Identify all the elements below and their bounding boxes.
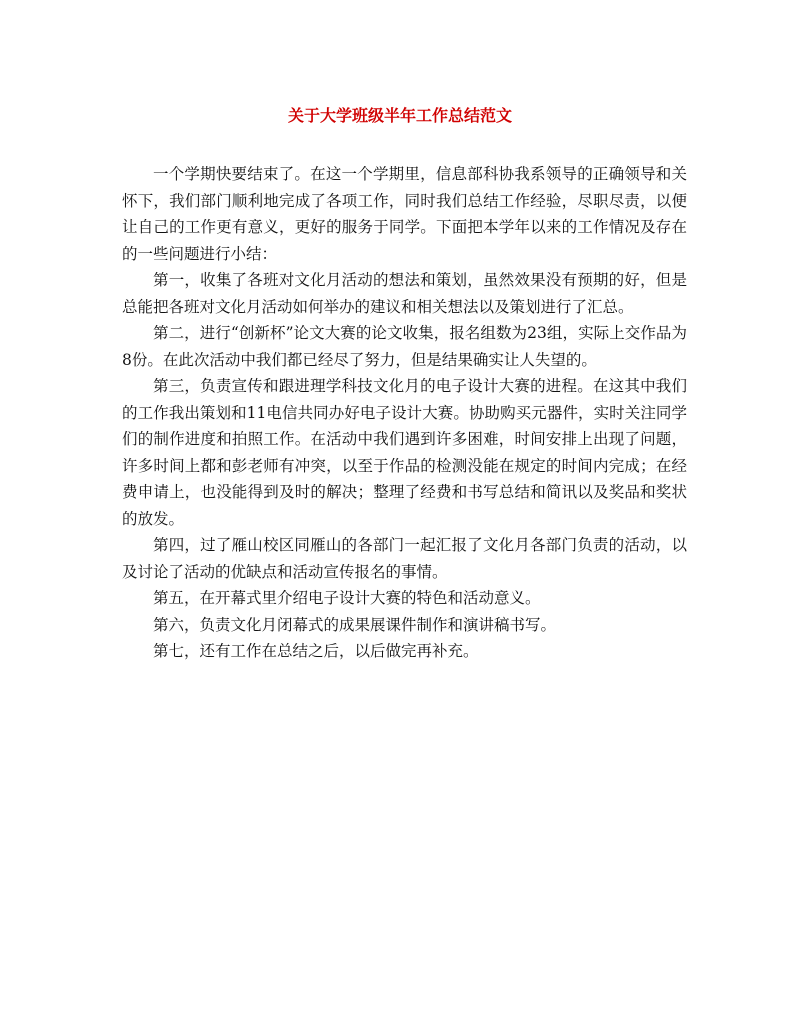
paragraph-third: 第三，负责宣传和跟进理学科技文化月的电子设计大赛的进程。在这其中我们的工作我出策划和11电信共同办好电子设计大赛。协助购买元器件，实时关注同学们的制作进度和拍照工作。在活动中我们遇到许多困难，时间安排上出现了问题，许多时间上都和彭老师有冲突，以至于作品的检测没能在规定的时间内完成；在经费申请上，也没能得到及时的解决；整理了经费和书写总结和简讯以及奖品和奖状的放发。 (122, 377, 687, 528)
document-body (122, 161, 687, 665)
paragraph-sixth: 第六，负责文化月闭幕式的成果展课件制作和演讲稿书写。 (153, 615, 557, 634)
paragraph-fourth: 第四，过了雁山校区同雁山的各部门一起汇报了文化月各部门负责的活动，以及讨论了活动的优缺点和活动宣传报名的事情。 (122, 536, 687, 581)
paragraph-first: 第一，收集了各班对文化月活动的想法和策划，虽然效果没有预期的好，但是总能把各班对文化月活动如何举办的建议和相关想法以及策划进行了汇总。 (122, 271, 687, 316)
paragraph-seventh: 第七，还有工作在总结之后，以后做完再补充。 (153, 642, 479, 660)
paragraph-fifth: 第五，在开幕式里介绍电子设计大赛的特色和活动意义。 (153, 589, 541, 607)
document-title: 关于大学班级半年工作总结范文 (287, 106, 512, 125)
paragraph-second: 第二，进行“创新杯”论文大赛的论文收集，报名组数为23组，实际上交作品为8份。在此次活动中我们都已经尽了努力，但是结果确实让人失望的。 (122, 324, 687, 369)
paragraph-intro: 一个学期快要结束了。在这一个学期里，信息部科协我系领导的正确领导和关怀下，我们部门顺利地完成了各项工作，同时我们总结工作经验，尽职尽责，以便让自己的工作更有意义，更好的服务于同学。下面把本学年以来的工作情况及存在的一些问题进行小结： (122, 165, 687, 263)
